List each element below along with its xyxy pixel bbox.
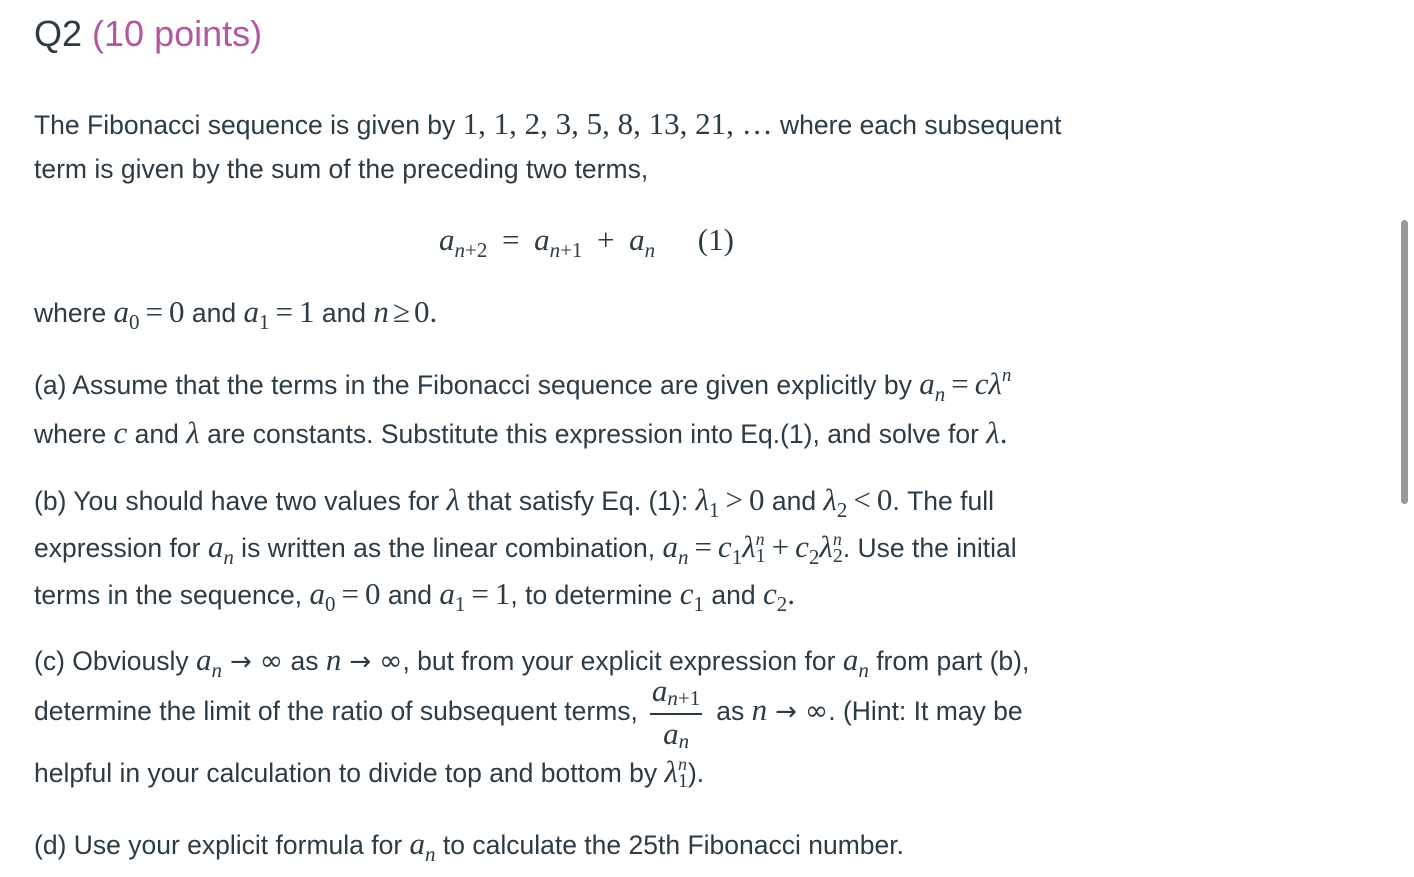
intro-text: where each subsequent — [772, 110, 1062, 140]
question-title — [34, 12, 262, 56]
question-points: (10 points) — [92, 13, 263, 54]
text: terms in the sequence, — [34, 580, 310, 610]
text: . — [787, 576, 796, 611]
fibonacci-sequence: 1, 1, 2, 3, 5, 8, 13, 21, … — [462, 106, 773, 141]
part-a: (a) Assume that the terms in the Fibonacci sequence are given explicitly by $a_n = c\lambda^n$ where c and λ are constants. Substitute this expression into Eq.(1), and solve for λ. — [34, 365, 1012, 450]
text: and — [704, 580, 763, 610]
text: (a) Assume that the terms in the Fibonacci sequence are given explicitly by — [34, 370, 920, 400]
equation-number: (1) — [697, 222, 734, 257]
text: and — [127, 419, 187, 449]
text: helpful in your calculation to divide top and bottom by — [34, 758, 665, 788]
text: . — [429, 294, 438, 329]
intro-paragraph — [34, 102, 1164, 191]
vertical-scrollbar[interactable] — [1401, 220, 1408, 504]
text: are constants. Substitute this expression into Eq.(1), and solve for — [199, 419, 987, 449]
text: and — [380, 580, 440, 610]
part-c: (c) Obviously $a_n$ → ∞ as n → ∞, but from your explicit expression for $a_n$ from part (b), — [34, 642, 1030, 682]
text: and — [314, 298, 374, 328]
text: expression for — [34, 533, 208, 563]
text: (d) Use your explicit formula for — [34, 830, 410, 860]
text: , but from your explicit expression for — [402, 646, 843, 676]
text: as — [716, 696, 752, 726]
initial-conditions: where $a_0 = 0$ and $a_1 = 1$ and n ≥ 0. — [34, 294, 438, 334]
text: (b) You should have two values for — [34, 486, 447, 516]
text: determine the limit of the ratio of subsequent terms, — [34, 696, 638, 726]
text: and — [184, 298, 244, 328]
text: where — [34, 298, 114, 328]
recurrence-equation: $a_{n+2} = a_{n+1} + a_n$ (1) — [439, 222, 734, 262]
text: . The full — [892, 486, 994, 516]
text: from part (b), — [868, 646, 1030, 676]
ratio-fraction: $\frac{an+1}{an}$ — [651, 673, 701, 753]
text: . (Hint: It may be — [828, 696, 1023, 726]
text: ). — [687, 758, 705, 788]
text: where — [34, 419, 114, 449]
part-c-hint: helpful in your calculation to divide top and bottom by λ n 1 ). — [34, 753, 705, 792]
question-number: Q2 — [34, 13, 83, 54]
text: . Use the initial — [842, 533, 1017, 563]
text: is written as the linear combination, — [233, 533, 663, 563]
part-d: (d) Use your explicit formula for $a_n$ to calculate the 25th Fibonacci number. — [34, 826, 904, 866]
text: that satisfy Eq. (1): — [459, 486, 696, 516]
text: as — [283, 646, 326, 676]
intro-text: term is given by the sum of the preceding two terms, — [34, 154, 649, 184]
part-c-ratio-line: determine the limit of the ratio of subsequent terms, $\frac{an+1}{an}$ as n → ∞. (Hint: It may be — [34, 673, 1023, 753]
text: to calculate the 25th Fibonacci number. — [435, 830, 904, 860]
text: (c) Obviously — [34, 646, 196, 676]
text: and — [764, 486, 824, 516]
intro-text: The Fibonacci sequence is given by — [34, 110, 463, 140]
text: , to determine — [510, 580, 680, 610]
text: . — [999, 415, 1008, 450]
part-b: (b) You should have two values for λ that satisfy Eq. (1): $\lambda_1 > 0$ and $\lambda_2 < 0$. The full expression for $a_n$ is written as the linear combination, $a_n = c_1\lambda$ n 1 + $c_2\lambda$ n 2 . Use the initial terms in the sequence, $a_0 = 0$ and $a_1 = 1$, to determine $c_1$ and $c_2$. — [34, 482, 1017, 616]
